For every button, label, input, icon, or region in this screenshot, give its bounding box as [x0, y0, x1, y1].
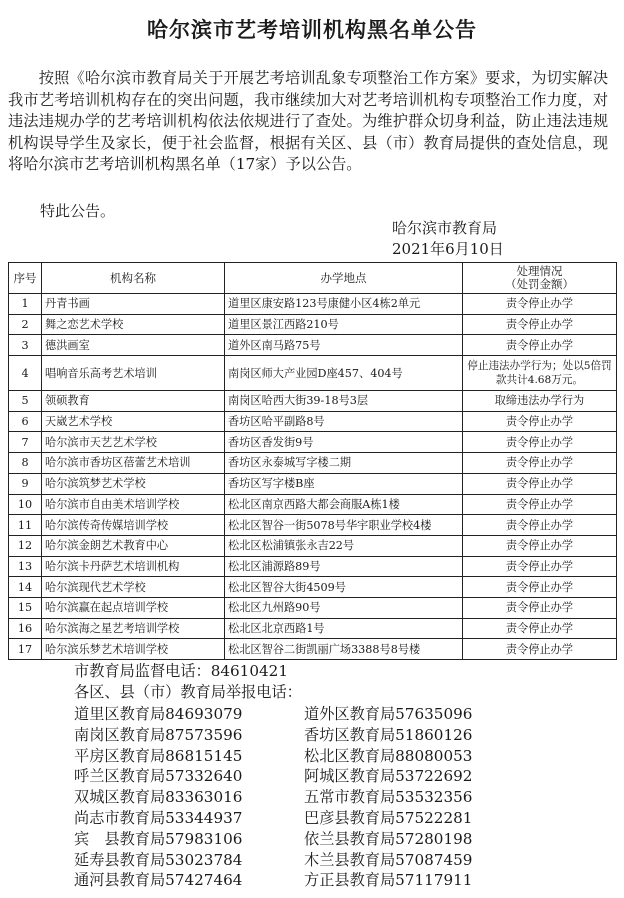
- table-row: [9, 515, 617, 536]
- row-address: 南岗区哈西大街39-18号3层: [225, 391, 463, 412]
- bureau-phone: 87573596: [165, 725, 243, 744]
- phone-row: [74, 807, 594, 828]
- bureau-name: 尚志市教育局: [74, 809, 166, 827]
- row-no: 12: [9, 535, 42, 556]
- table-row: [9, 577, 617, 598]
- bureau-phone: 57635096: [395, 705, 473, 723]
- row-no: 2: [9, 314, 42, 335]
- blacklist-table: [8, 262, 617, 660]
- header-address: 办学地点: [225, 263, 463, 294]
- bureau-phone: 86815145: [165, 746, 243, 765]
- row-status: 责令停止办学: [463, 639, 617, 660]
- row-status: 责令停止办学: [463, 577, 617, 598]
- row-status: 责令停止办学: [463, 473, 617, 494]
- row-status: 责令停止办学: [463, 411, 617, 432]
- bureau-name: 平房区教育局: [74, 746, 166, 765]
- phone-entry: [74, 765, 242, 786]
- phone-row: [74, 765, 594, 786]
- table-row: [9, 494, 617, 515]
- row-address: 松北区智谷二街凯丽广场3388号8号楼: [225, 639, 463, 660]
- row-address: 道里区景江西路210号: [225, 314, 463, 335]
- bureau-phone: 57332640: [165, 767, 243, 786]
- table-row: [9, 453, 617, 474]
- row-address: 香坊区哈平副路8号: [225, 411, 463, 432]
- row-name: 哈尔滨现代艺术学校: [42, 577, 225, 598]
- phone-row: [74, 828, 594, 849]
- bureau-name: 依兰县教育局: [304, 829, 396, 848]
- row-status: 责令停止办学: [463, 314, 617, 335]
- bureau-phone: 57280198: [395, 829, 473, 848]
- table-row: [9, 314, 617, 335]
- row-address: 松北区智谷一街5078号华宇职业学校4楼: [225, 515, 463, 536]
- phone-row: [74, 849, 594, 870]
- row-no: 15: [9, 597, 42, 618]
- phone-row: [74, 786, 594, 807]
- row-no: 3: [9, 335, 42, 356]
- row-name: 哈尔滨海之星艺考培训学校: [42, 618, 225, 639]
- phone-entry: [304, 765, 472, 786]
- phone-entry: [304, 724, 472, 745]
- bureau-phone: 57087459: [395, 850, 473, 869]
- bureau-phone: 57522281: [395, 809, 473, 827]
- phone-entry: [74, 869, 242, 890]
- row-name: 舞之恋艺术学校: [42, 314, 225, 335]
- bureau-name: 木兰县教育局: [304, 850, 396, 869]
- phone-entry: [74, 849, 242, 870]
- bureau-phone: 57117911: [395, 871, 473, 890]
- phone-row: [74, 724, 594, 745]
- row-name: 天崴艺术学校: [42, 411, 225, 432]
- issue-date: 2021年6月10日: [392, 240, 504, 258]
- bureau-name: 方正县教育局: [304, 871, 396, 890]
- row-address: 香坊区永泰城写字楼二期: [225, 453, 463, 474]
- table-row: [9, 432, 617, 453]
- row-name: 哈尔滨传奇传媒培训学校: [42, 515, 225, 536]
- phone-entry: [74, 745, 242, 766]
- row-status: 责令停止办学: [463, 294, 617, 315]
- row-no: 9: [9, 473, 42, 494]
- phone-entry: [74, 807, 242, 828]
- row-name: 哈尔滨市自由美术培训学校: [42, 494, 225, 515]
- row-address: 松北区九州路90号: [225, 597, 463, 618]
- row-name: 哈尔滨金朗艺术教育中心: [42, 535, 225, 556]
- row-status: 责令停止办学: [463, 535, 617, 556]
- table-row: [9, 391, 617, 412]
- row-status: 责令停止办学: [463, 335, 617, 356]
- row-no: 17: [9, 639, 42, 660]
- row-address: 道外区南马路75号: [225, 335, 463, 356]
- bureau-phone: 83363016: [165, 788, 243, 807]
- bureau-phone: 53532356: [395, 788, 473, 807]
- row-status: 责令停止办学: [463, 618, 617, 639]
- row-address: 松北区浦源路89号: [225, 556, 463, 577]
- signer: 哈尔滨市教育局: [392, 219, 498, 237]
- bureau-name: 道外区教育局: [304, 705, 396, 723]
- header-status-line2: （处罚金额）: [505, 277, 574, 291]
- city-hotline: [74, 660, 288, 681]
- phone-entry: [304, 745, 472, 766]
- table-row: [9, 356, 617, 391]
- row-status: 停止违法办学行为；处以5倍罚款共计4.68万元。: [463, 356, 617, 391]
- row-no: 1: [9, 294, 42, 315]
- bureau-phone: 88080053: [395, 746, 473, 765]
- bureau-phone: 84693079: [165, 705, 243, 723]
- phone-entry: [74, 724, 242, 745]
- report-hotline-label: 各区、县（市）教育局举报电话：: [74, 683, 302, 701]
- bureau-phone: 53344937: [165, 809, 243, 827]
- row-no: 8: [9, 453, 42, 474]
- row-name: 哈尔滨赢在起点培训学校: [42, 597, 225, 618]
- bureau-phone: 57983106: [165, 829, 243, 848]
- row-address: 道里区康安路123号康健小区4栋2单元: [225, 294, 463, 315]
- row-no: 11: [9, 515, 42, 536]
- bureau-name: 南岗区教育局: [74, 725, 166, 744]
- row-status: 责令停止办学: [463, 515, 617, 536]
- phone-entry: [304, 849, 472, 870]
- row-address: 松北区智谷大街4509号: [225, 577, 463, 598]
- phone-row: [74, 745, 594, 766]
- phone-entry: [304, 807, 472, 828]
- row-name: 德洪画室: [42, 335, 225, 356]
- bureau-name: 双城区教育局: [74, 788, 166, 807]
- bureau-name: 宾 县教育局: [74, 829, 166, 848]
- row-address: 松北区北京西路1号: [225, 618, 463, 639]
- table-row: [9, 473, 617, 494]
- closing-text: 特此公告。: [40, 202, 116, 220]
- row-address: 松北区松浦镇张永吉22号: [225, 535, 463, 556]
- bureau-name: 阿城区教育局: [304, 767, 396, 786]
- table-row: [9, 411, 617, 432]
- city-hotline-label: 市教育局监督电话：: [74, 662, 211, 680]
- bureau-name: 五常市教育局: [304, 788, 396, 807]
- phone-row: [74, 703, 594, 724]
- table-header-row: [9, 263, 617, 294]
- table-row: [9, 335, 617, 356]
- table-row: [9, 556, 617, 577]
- phone-entry: [304, 869, 472, 890]
- bureau-name: 延寿县教育局: [74, 850, 166, 869]
- bureau-name: 松北区教育局: [304, 746, 396, 765]
- header-no: 序号: [9, 263, 42, 294]
- announcement-body: [8, 68, 608, 176]
- announcement-text: 按照《哈尔滨市教育局关于开展艺考培训乱象专项整治工作方案》要求，为切实解决我市艺考培训机构存在的突出问题，我市继续加大对艺考培训机构专项整治工作力度，对违法违规办学的艺考培训机构依法依规进行了查处。为维护群众切身利益，防止违法违规机构误导学生及家长，便于社会监督，根据有关区、县（市）教育局提供的查处信息，现将哈尔滨市艺考培训机构黑名单（17家）予以公告。: [8, 69, 609, 173]
- phone-entry: [74, 828, 242, 849]
- phone-entry: [304, 703, 472, 724]
- table-row: [9, 294, 617, 315]
- row-status: 责令停止办学: [463, 494, 617, 515]
- row-name: 哈尔滨卡丹萨艺术培训机构: [42, 556, 225, 577]
- phone-entry: [74, 703, 242, 724]
- table-body: [9, 294, 617, 660]
- bureau-name: 巴彦县教育局: [304, 809, 396, 827]
- row-status: 责令停止办学: [463, 453, 617, 474]
- table-row: [9, 535, 617, 556]
- row-name: 哈尔滨筑梦艺术学校: [42, 473, 225, 494]
- row-address: 香坊区香发街9号: [225, 432, 463, 453]
- city-hotline-phone: 84610421: [210, 662, 288, 680]
- bureau-phone: 53722692: [395, 767, 473, 786]
- header-status: [463, 263, 617, 294]
- phone-entry: [74, 786, 242, 807]
- header-name: 机构名称: [42, 263, 225, 294]
- row-name: 哈尔滨市天艺艺术学校: [42, 432, 225, 453]
- row-status: 责令停止办学: [463, 597, 617, 618]
- bureau-name: 通河县教育局: [74, 871, 166, 890]
- bureau-phone: 57427464: [165, 871, 243, 890]
- row-no: 13: [9, 556, 42, 577]
- row-status: 取缔违法办学行为: [463, 391, 617, 412]
- row-status: 责令停止办学: [463, 432, 617, 453]
- row-no: 10: [9, 494, 42, 515]
- row-name: 哈尔滨乐梦艺术培训学校: [42, 639, 225, 660]
- row-no: 5: [9, 391, 42, 412]
- row-address: 南岗区师大产业园D座457、404号: [225, 356, 463, 391]
- table-row: [9, 639, 617, 660]
- phone-row: [74, 869, 594, 890]
- row-address: 松北区南京西路大都会商服A栋1楼: [225, 494, 463, 515]
- table-row: [9, 597, 617, 618]
- row-no: 4: [9, 356, 42, 391]
- row-name: 唱响音乐高考艺术培训: [42, 356, 225, 391]
- row-address: 香坊区写字楼B座: [225, 473, 463, 494]
- bureau-phone: 53023784: [165, 850, 243, 869]
- row-status: 责令停止办学: [463, 556, 617, 577]
- bureau-name: 香坊区教育局: [304, 725, 396, 744]
- page-title: 哈尔滨市艺考培训机构黑名单公告: [147, 18, 477, 42]
- row-name: 哈尔滨市香坊区蓓蕾艺术培训: [42, 453, 225, 474]
- row-no: 14: [9, 577, 42, 598]
- bureau-name: 呼兰区教育局: [74, 767, 166, 786]
- row-name: 领硕教育: [42, 391, 225, 412]
- table-row: [9, 618, 617, 639]
- row-no: 6: [9, 411, 42, 432]
- row-name: 丹青书画: [42, 294, 225, 315]
- phone-entry: [304, 786, 472, 807]
- row-no: 7: [9, 432, 42, 453]
- header-status-line1: 处理情况: [516, 264, 563, 278]
- row-no: 16: [9, 618, 42, 639]
- phone-entry: [304, 828, 472, 849]
- bureau-name: 道里区教育局: [74, 705, 166, 723]
- bureau-phone: 51860126: [395, 725, 473, 744]
